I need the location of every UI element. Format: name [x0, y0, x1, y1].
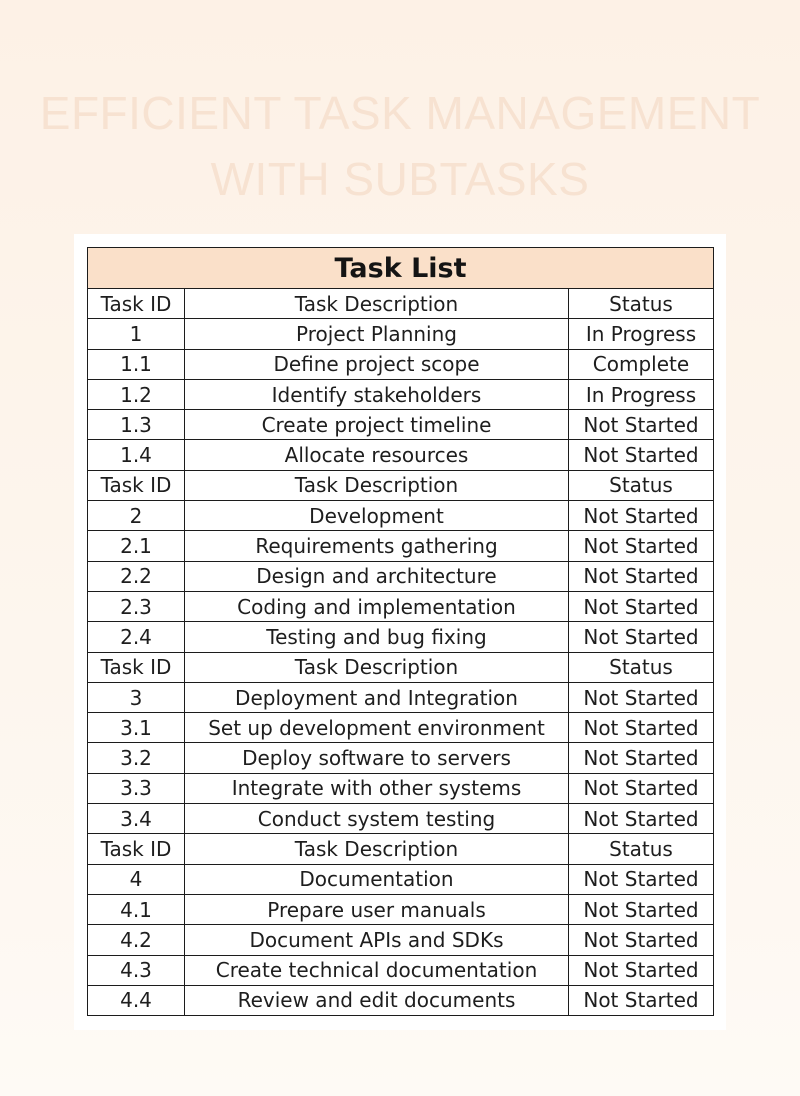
task-status-cell: Not Started	[569, 864, 714, 894]
task-id-cell: 4.3	[88, 955, 185, 985]
table-row	[88, 773, 714, 803]
task-id-cell: 4	[88, 864, 185, 894]
task-status-cell: Not Started	[569, 955, 714, 985]
task-id-cell: 1.3	[88, 410, 185, 440]
task-description-cell: Integrate with other systems	[185, 773, 569, 803]
table-caption: Task List	[88, 248, 714, 289]
task-id-cell: 3.1	[88, 713, 185, 743]
table-row	[88, 713, 714, 743]
task-status-cell: Not Started	[569, 985, 714, 1015]
task-status-cell: In Progress	[569, 379, 714, 409]
task-status-cell: Not Started	[569, 591, 714, 621]
task-description-cell: Testing and bug fixing	[185, 622, 569, 652]
table-row	[88, 410, 714, 440]
header-row	[88, 834, 714, 864]
task-status-cell: Not Started	[569, 561, 714, 591]
header-row	[88, 652, 714, 682]
task-status-cell: Not Started	[569, 773, 714, 803]
task-status-cell: Not Started	[569, 925, 714, 955]
header-task-id: Task ID	[88, 289, 185, 319]
page-title-line-2: WITH SUBTASKS	[210, 153, 590, 205]
task-id-cell: 2.4	[88, 622, 185, 652]
task-id-cell: 3.4	[88, 804, 185, 834]
task-description-cell: Requirements gathering	[185, 531, 569, 561]
task-table	[87, 247, 714, 1016]
table-row	[88, 743, 714, 773]
header-task-description: Task Description	[185, 834, 569, 864]
page-title-line-1: EFFICIENT TASK MANAGEMENT	[39, 87, 761, 139]
task-status-cell: Not Started	[569, 410, 714, 440]
task-description-cell: Prepare user manuals	[185, 894, 569, 924]
header-task-description: Task Description	[185, 470, 569, 500]
header-task-id: Task ID	[88, 470, 185, 500]
task-description-cell: Identify stakeholders	[185, 379, 569, 409]
task-id-cell: 1.2	[88, 379, 185, 409]
task-status-cell: In Progress	[569, 319, 714, 349]
task-status-cell: Not Started	[569, 743, 714, 773]
table-row	[88, 804, 714, 834]
task-description-cell: Coding and implementation	[185, 591, 569, 621]
task-id-cell: 2.2	[88, 561, 185, 591]
task-description-cell: Create technical documentation	[185, 955, 569, 985]
table-row	[88, 864, 714, 894]
task-description-cell: Document APIs and SDKs	[185, 925, 569, 955]
header-row	[88, 470, 714, 500]
table-row	[88, 622, 714, 652]
task-id-cell: 3	[88, 682, 185, 712]
task-id-cell: 2.3	[88, 591, 185, 621]
task-status-cell: Complete	[569, 349, 714, 379]
task-description-cell: Conduct system testing	[185, 804, 569, 834]
task-description-cell: Review and edit documents	[185, 985, 569, 1015]
table-row	[88, 349, 714, 379]
task-status-cell: Not Started	[569, 713, 714, 743]
table-row	[88, 561, 714, 591]
header-row	[88, 289, 714, 319]
task-id-cell: 4.1	[88, 894, 185, 924]
task-description-cell: Set up development environment	[185, 713, 569, 743]
task-id-cell: 3.3	[88, 773, 185, 803]
task-description-cell: Deploy software to servers	[185, 743, 569, 773]
header-task-description: Task Description	[185, 652, 569, 682]
task-description-cell: Deployment and Integration	[185, 682, 569, 712]
task-description-cell: Define project scope	[185, 349, 569, 379]
table-row	[88, 894, 714, 924]
task-id-cell: 4.4	[88, 985, 185, 1015]
task-status-cell: Not Started	[569, 531, 714, 561]
header-task-id: Task ID	[88, 834, 185, 864]
task-id-cell: 4.2	[88, 925, 185, 955]
task-status-cell: Not Started	[569, 501, 714, 531]
task-status-cell: Not Started	[569, 804, 714, 834]
task-description-cell: Design and architecture	[185, 561, 569, 591]
header-status: Status	[569, 470, 714, 500]
task-status-cell: Not Started	[569, 894, 714, 924]
table-row	[88, 319, 714, 349]
task-description-cell: Create project timeline	[185, 410, 569, 440]
task-id-cell: 1.4	[88, 440, 185, 470]
task-status-cell: Not Started	[569, 440, 714, 470]
task-id-cell: 3.2	[88, 743, 185, 773]
table-row	[88, 925, 714, 955]
table-row	[88, 501, 714, 531]
page-title	[0, 80, 800, 212]
task-description-cell: Development	[185, 501, 569, 531]
task-id-cell: 2	[88, 501, 185, 531]
task-id-cell: 2.1	[88, 531, 185, 561]
header-task-description: Task Description	[185, 289, 569, 319]
table-row	[88, 682, 714, 712]
table-row	[88, 591, 714, 621]
caption-row	[88, 248, 714, 289]
task-description-cell: Documentation	[185, 864, 569, 894]
table-row	[88, 440, 714, 470]
table-row	[88, 531, 714, 561]
task-status-cell: Not Started	[569, 682, 714, 712]
table-row	[88, 985, 714, 1015]
task-description-cell: Allocate resources	[185, 440, 569, 470]
header-task-id: Task ID	[88, 652, 185, 682]
task-id-cell: 1.1	[88, 349, 185, 379]
table-row	[88, 955, 714, 985]
task-status-cell: Not Started	[569, 622, 714, 652]
header-status: Status	[569, 289, 714, 319]
task-description-cell: Project Planning	[185, 319, 569, 349]
header-status: Status	[569, 834, 714, 864]
task-id-cell: 1	[88, 319, 185, 349]
header-status: Status	[569, 652, 714, 682]
table-row	[88, 379, 714, 409]
